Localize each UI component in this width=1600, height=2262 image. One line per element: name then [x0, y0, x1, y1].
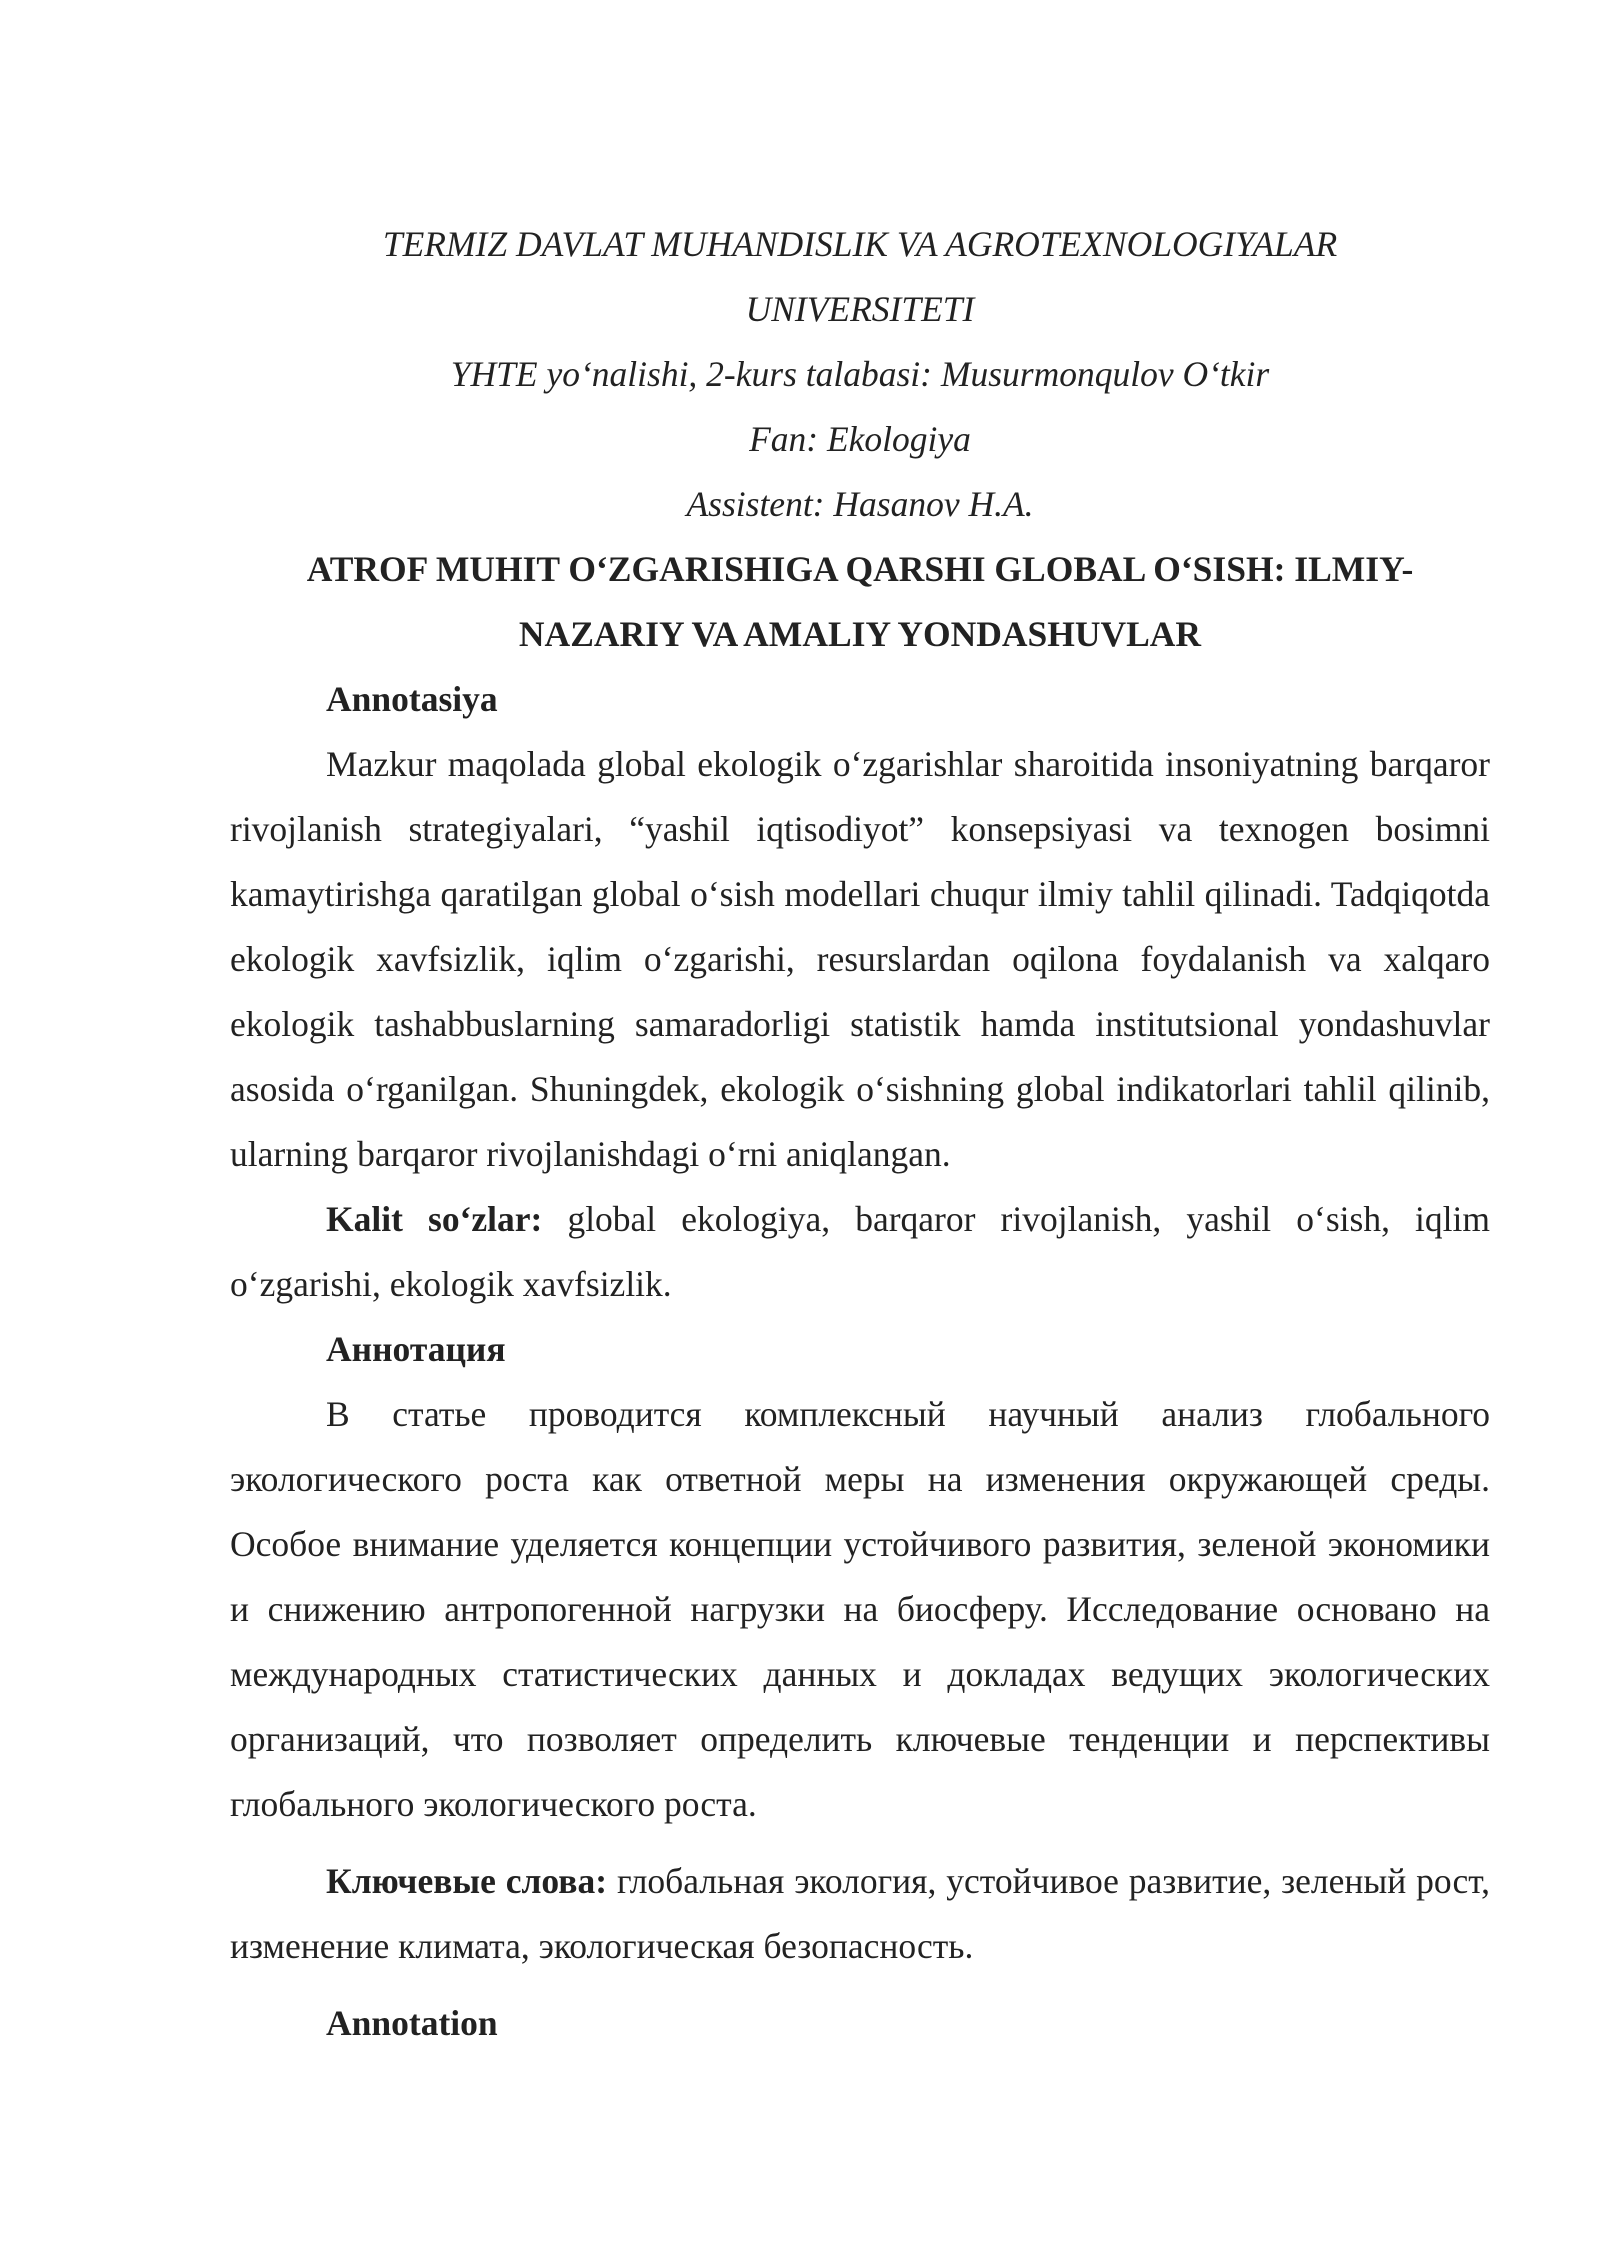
subject-info: Fan: Ekologiya	[749, 419, 971, 459]
ru-keywords-label: Ключевые слова:	[326, 1861, 608, 1901]
en-abstract-heading: Annotation	[326, 2003, 498, 2043]
ru-keywords-text: глобальная экология, устойчивое развитие, зеленый рост, изменение климата, экологическая безопасность.	[230, 1861, 1490, 1966]
ru-abstract-heading: Аннотация	[326, 1329, 506, 1369]
uz-keywords	[230, 1187, 1490, 1317]
paper-title-line2: NAZARIY VA AMALIY YONDASHUVLAR	[518, 614, 1202, 654]
university-name-line1: TERMIZ DAVLAT MUHANDISLIK VA AGROTEXNOLOGIYALAR	[382, 224, 1338, 264]
ru-keywords	[230, 1849, 1490, 1979]
student-info: YHTE yo‘nalishi, 2-kurs talabasi: Musurmonqulov O‘tkir	[450, 354, 1270, 394]
uz-abstract-heading: Annotasiya	[326, 679, 498, 719]
uz-abstract-body: Mazkur maqolada global ekologik o‘zgarishlar sharoitida insoniyatning barqaror rivojlanish strategiyalari, “yashil iqtisodiyot” konsepsiyasi va texnogen bosimni kamaytirishga qaratilgan global o‘sish modellari chuqur ilmiy tahlil qilinadi. Tadqiqotda ekologik xavfsizlik, iqlim o‘zgarishi, resurslardan oqilona foydalanish va xalqaro ekologik tashabbuslarning samaradorligi statistik hamda institutsional yondashuvlar asosida o‘rganilgan. Shuningdek, ekologik o‘sishning global indikatorlari tahlil qilinib, ularning barqaror rivojlanishdagi o‘rni aniqlangan.	[230, 744, 1490, 1174]
uz-keywords-text: global ekologiya, barqaror rivojlanish, yashil o‘sish, iqlim o‘zgarishi, ekologik xavfsizlik.	[230, 1199, 1490, 1304]
paper-title-line1: ATROF MUHIT O‘ZGARISHIGA QARSHI GLOBAL O‘SISH: ILMIY-	[306, 549, 1414, 589]
assistant-info: Assistent: Hasanov H.A.	[686, 484, 1034, 524]
ru-abstract-body: В статье проводится комплексный научный анализ глобального экологического роста как ответной меры на изменения окружающей среды. Особое внимание уделяется концепции устойчивого развития, зеленой экономики и снижению антропогенной нагрузки на биосферу. Исследование основано на международных статистических данных и докладах ведущих экологических организаций, что позволяет определить ключевые тенденции и перспективы глобального экологического роста.	[230, 1394, 1490, 1824]
document-page	[230, 212, 1490, 2056]
university-name-line2: UNIVERSITETI	[745, 289, 975, 329]
uz-keywords-label: Kalit so‘zlar:	[326, 1199, 543, 1239]
